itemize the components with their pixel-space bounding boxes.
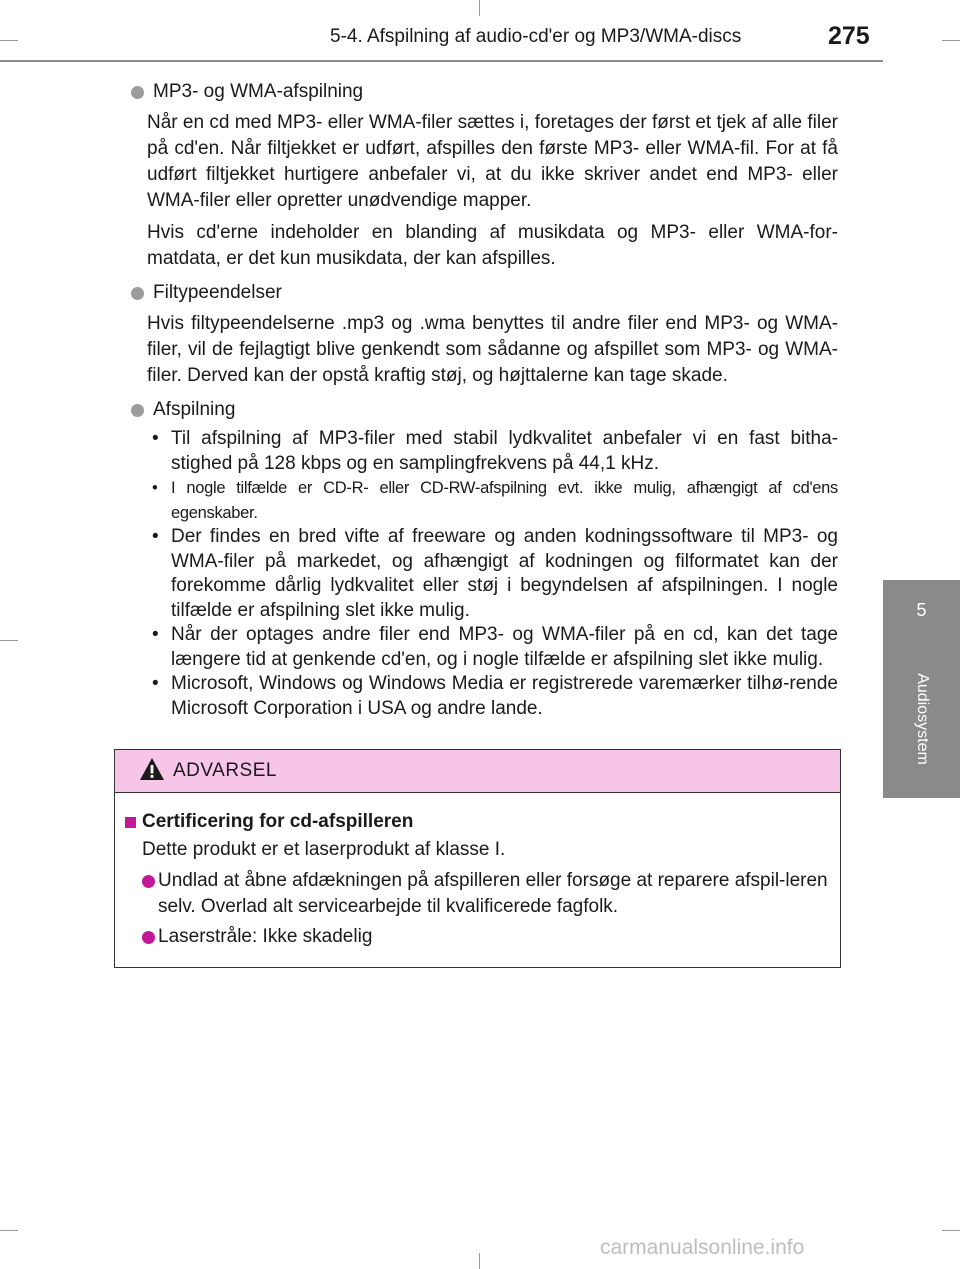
bullet-dot-icon bbox=[131, 404, 144, 417]
list-item bbox=[147, 623, 838, 672]
warning-title: ADVARSEL bbox=[173, 760, 277, 781]
list-marker: • bbox=[152, 428, 159, 449]
chapter-number: 5 bbox=[916, 600, 927, 620]
list-item bbox=[147, 525, 838, 623]
crop-mark bbox=[942, 1230, 960, 1231]
list-marker: • bbox=[152, 526, 159, 547]
list-item-text: Der findes en bred vifte af freeware og anden kodningssoftware til MP3- og WMA-filer på markedet, og afhængigt af kodningen og filformatet kan der forekomme dårlig lydkvalitet eller støj i begyndelsen af afspilningen. I nogle tilfælde er afspilning slet ikke mulig. bbox=[171, 526, 838, 621]
section-heading-text: Afspilning bbox=[153, 399, 236, 420]
crop-mark bbox=[0, 1230, 18, 1231]
section-heading-text: Filtypeendelser bbox=[153, 282, 282, 303]
main-content bbox=[130, 78, 838, 721]
page-number: 275 bbox=[828, 22, 870, 50]
list-marker: • bbox=[152, 479, 158, 497]
warning-item-text: Undlad at åbne afdækningen på afspilleren eller forsøge at reparere afspil-leren selv. Overlad alt servicearbejde til kvalificerede fagfolk. bbox=[158, 870, 828, 917]
list-item-text: Microsoft, Windows og Windows Media er registrerede varemærker tilhø-rende Microsoft Corporation i USA og andre lande. bbox=[171, 673, 838, 719]
bullet-list bbox=[147, 427, 838, 721]
chapter-label: Audiosystem bbox=[913, 673, 931, 765]
warning-item bbox=[142, 868, 848, 920]
list-item bbox=[147, 427, 838, 476]
warning-item-text: Laserstråle: Ikke skadelig bbox=[158, 926, 373, 947]
section-heading bbox=[130, 279, 838, 307]
section-title: 5-4. Afspilning af audio-cd'er og MP3/WMA-discs bbox=[330, 26, 742, 47]
warning-header bbox=[115, 750, 840, 793]
list-item-text: I nogle tilfælde er CD-R- eller CD-RW-afspilning evt. ikke mulig, afhængigt af cd'ens egenskaber. bbox=[171, 479, 838, 522]
bullet-dot-icon bbox=[131, 287, 144, 300]
list-marker: • bbox=[152, 624, 159, 645]
warning-triangle-icon bbox=[139, 757, 165, 786]
crop-mark bbox=[479, 1253, 480, 1269]
header-rule bbox=[0, 60, 883, 62]
list-item-text: Til afspilning af MP3-filer med stabil lydkvalitet anbefaler vi en fast bitha-stighed på 128 kbps og en samplingfrekvens på 44,1 kHz. bbox=[171, 428, 838, 474]
paragraph: Hvis filtypeendelserne .mp3 og .wma benyttes til andre filer end MP3- og WMA-filer, vil de fejlagtigt blive genkendt som sådanne og afspillet som MP3- og WMA-filer. Derved kan der opstå kraftig støj, og højttalerne kan tage skade. bbox=[147, 313, 838, 386]
warning-heading: Certificering for cd-afspilleren bbox=[142, 811, 414, 832]
crop-mark bbox=[942, 40, 960, 41]
watermark: carmanualsonline.info bbox=[600, 1236, 805, 1259]
warning-box bbox=[114, 749, 841, 968]
section-heading bbox=[130, 78, 838, 106]
bullet-dot-icon bbox=[142, 875, 155, 888]
square-bullet-icon bbox=[125, 817, 136, 828]
paragraph: Hvis cd'erne indeholder en blanding af musikdata og MP3- eller WMA-for-matdata, er det kun musikdata, der kan afspilles. bbox=[147, 222, 838, 269]
bullet-dot-icon bbox=[131, 86, 144, 99]
crop-mark bbox=[0, 640, 18, 641]
paragraph: Når en cd med MP3- eller WMA-filer sættes i, foretages der først et tjek af alle filer på cd'en. Når filtjekket er udført, afspilles den første MP3- eller WMA-fil. For at få udført filtjekket hurtigere anbefaler vi, at du ikke skriver andet end MP3- eller WMA-filer eller opretter unødvendige mapper. bbox=[147, 112, 838, 211]
list-item bbox=[147, 672, 838, 721]
warning-intro: Dette produkt er et laserprodukt af klasse I. bbox=[142, 839, 506, 860]
list-item bbox=[147, 476, 838, 525]
section-heading-text: MP3- og WMA-afspilning bbox=[153, 81, 364, 102]
bullet-dot-icon bbox=[142, 931, 155, 944]
section-heading bbox=[130, 396, 838, 424]
crop-mark bbox=[0, 40, 18, 41]
list-marker: • bbox=[152, 673, 159, 694]
chapter-label-wrap bbox=[883, 660, 960, 778]
warning-item bbox=[142, 924, 848, 950]
crop-mark bbox=[479, 0, 480, 16]
list-item-text: Når der optages andre filer end MP3- og WMA-filer på en cd, kan det tage længere tid at genkende cd'en, og i nogle tilfælde er afspilning slet ikke mulig. bbox=[171, 624, 838, 670]
